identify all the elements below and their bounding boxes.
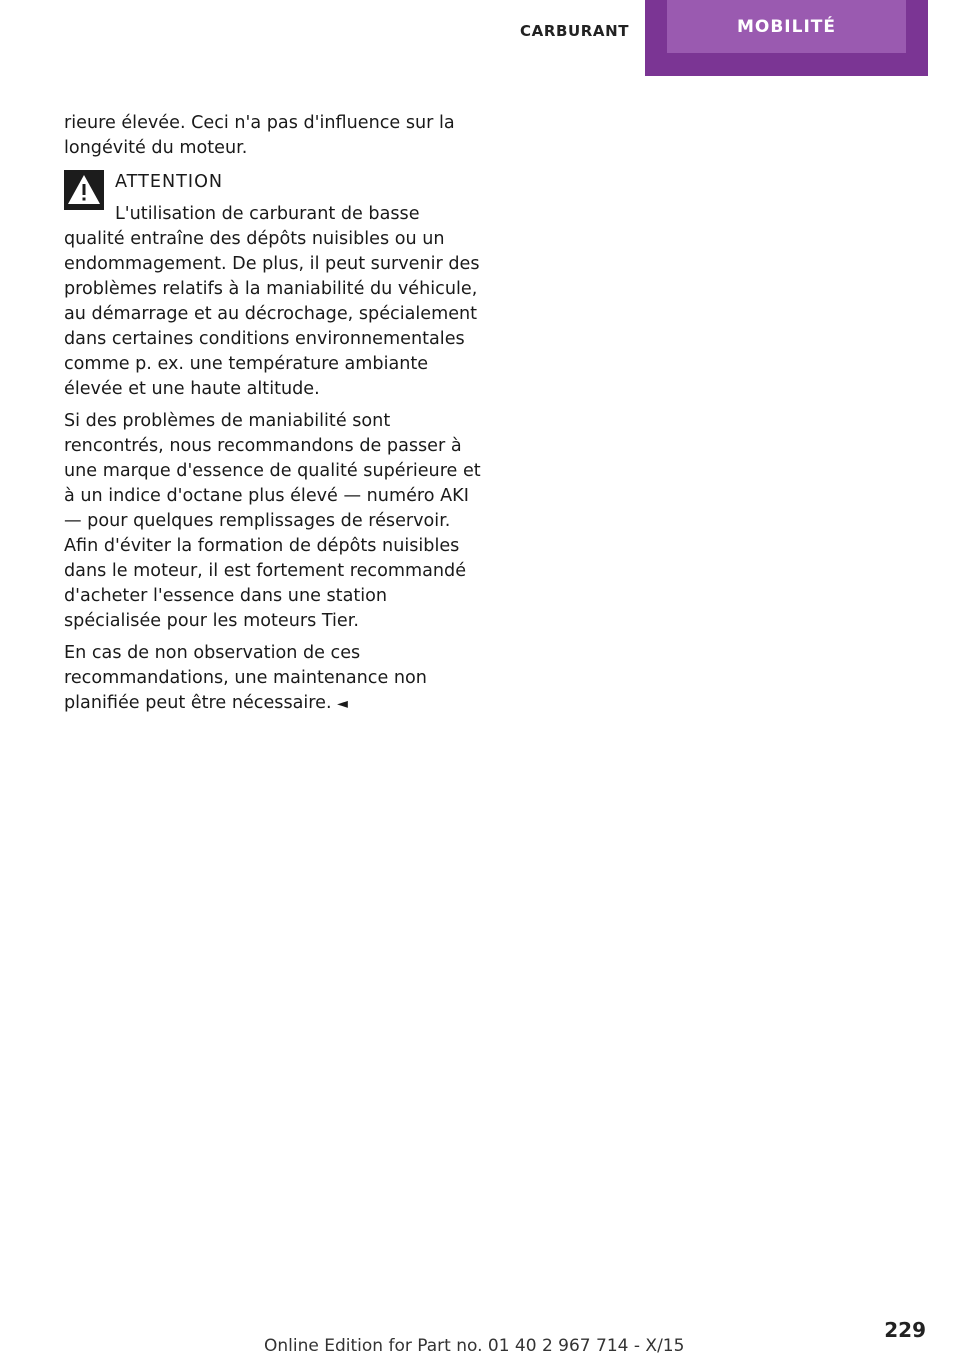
chapter-tab (645, 0, 928, 76)
end-mark-icon: ◄ (337, 696, 348, 712)
chapter-tab-label: MOBILITÉ (736, 16, 837, 37)
page-number: 229 (884, 1318, 926, 1342)
text-column (64, 111, 484, 724)
warning-title: ATTENTION (115, 172, 224, 192)
warning-paragraph-3 (64, 641, 484, 717)
intro-paragraph: rieure élevée. Ceci n'a pas d'influence sur la longévité du moteur. (64, 113, 455, 158)
chapter-tab-inner (667, 0, 906, 53)
section-title: CARBURANT (520, 22, 630, 40)
footer-edition: Online Edition for Part no. 01 40 2 967 714 - X/15 (264, 1336, 685, 1356)
warning-paragraph-2: Si des problèmes de maniabilité sont rencontrés, nous recommandons de passer à une marque d'essence de qualité supérieure et à un indice d'octane plus élevé — numéro AKI — pour quelques remplissages de réservoir. Afin d'éviter la formation de dépôts nuisibles dans le moteur, il est fortement recommandé d'acheter l'essence dans une station spécialisée pour les moteurs Tier. (64, 411, 481, 631)
warning-paragraph-3-text: En cas de non observation de ces recommandations, une maintenance non planifiée peut être nécessaire. (64, 643, 427, 713)
warning-paragraph-1: L'utilisation de carburant de basse qualité entraîne des dépôts nuisibles ou un endommagement. De plus, il peut survenir des problèmes relatifs à la maniabilité du véhicule, au démarrage et au décrochage, spécialement dans certaines conditions environnementales comme p. ex. une température ambiante élevée et une haute altitude. (64, 204, 480, 399)
warning-triangle-icon (64, 170, 104, 210)
warning-block (64, 170, 484, 402)
